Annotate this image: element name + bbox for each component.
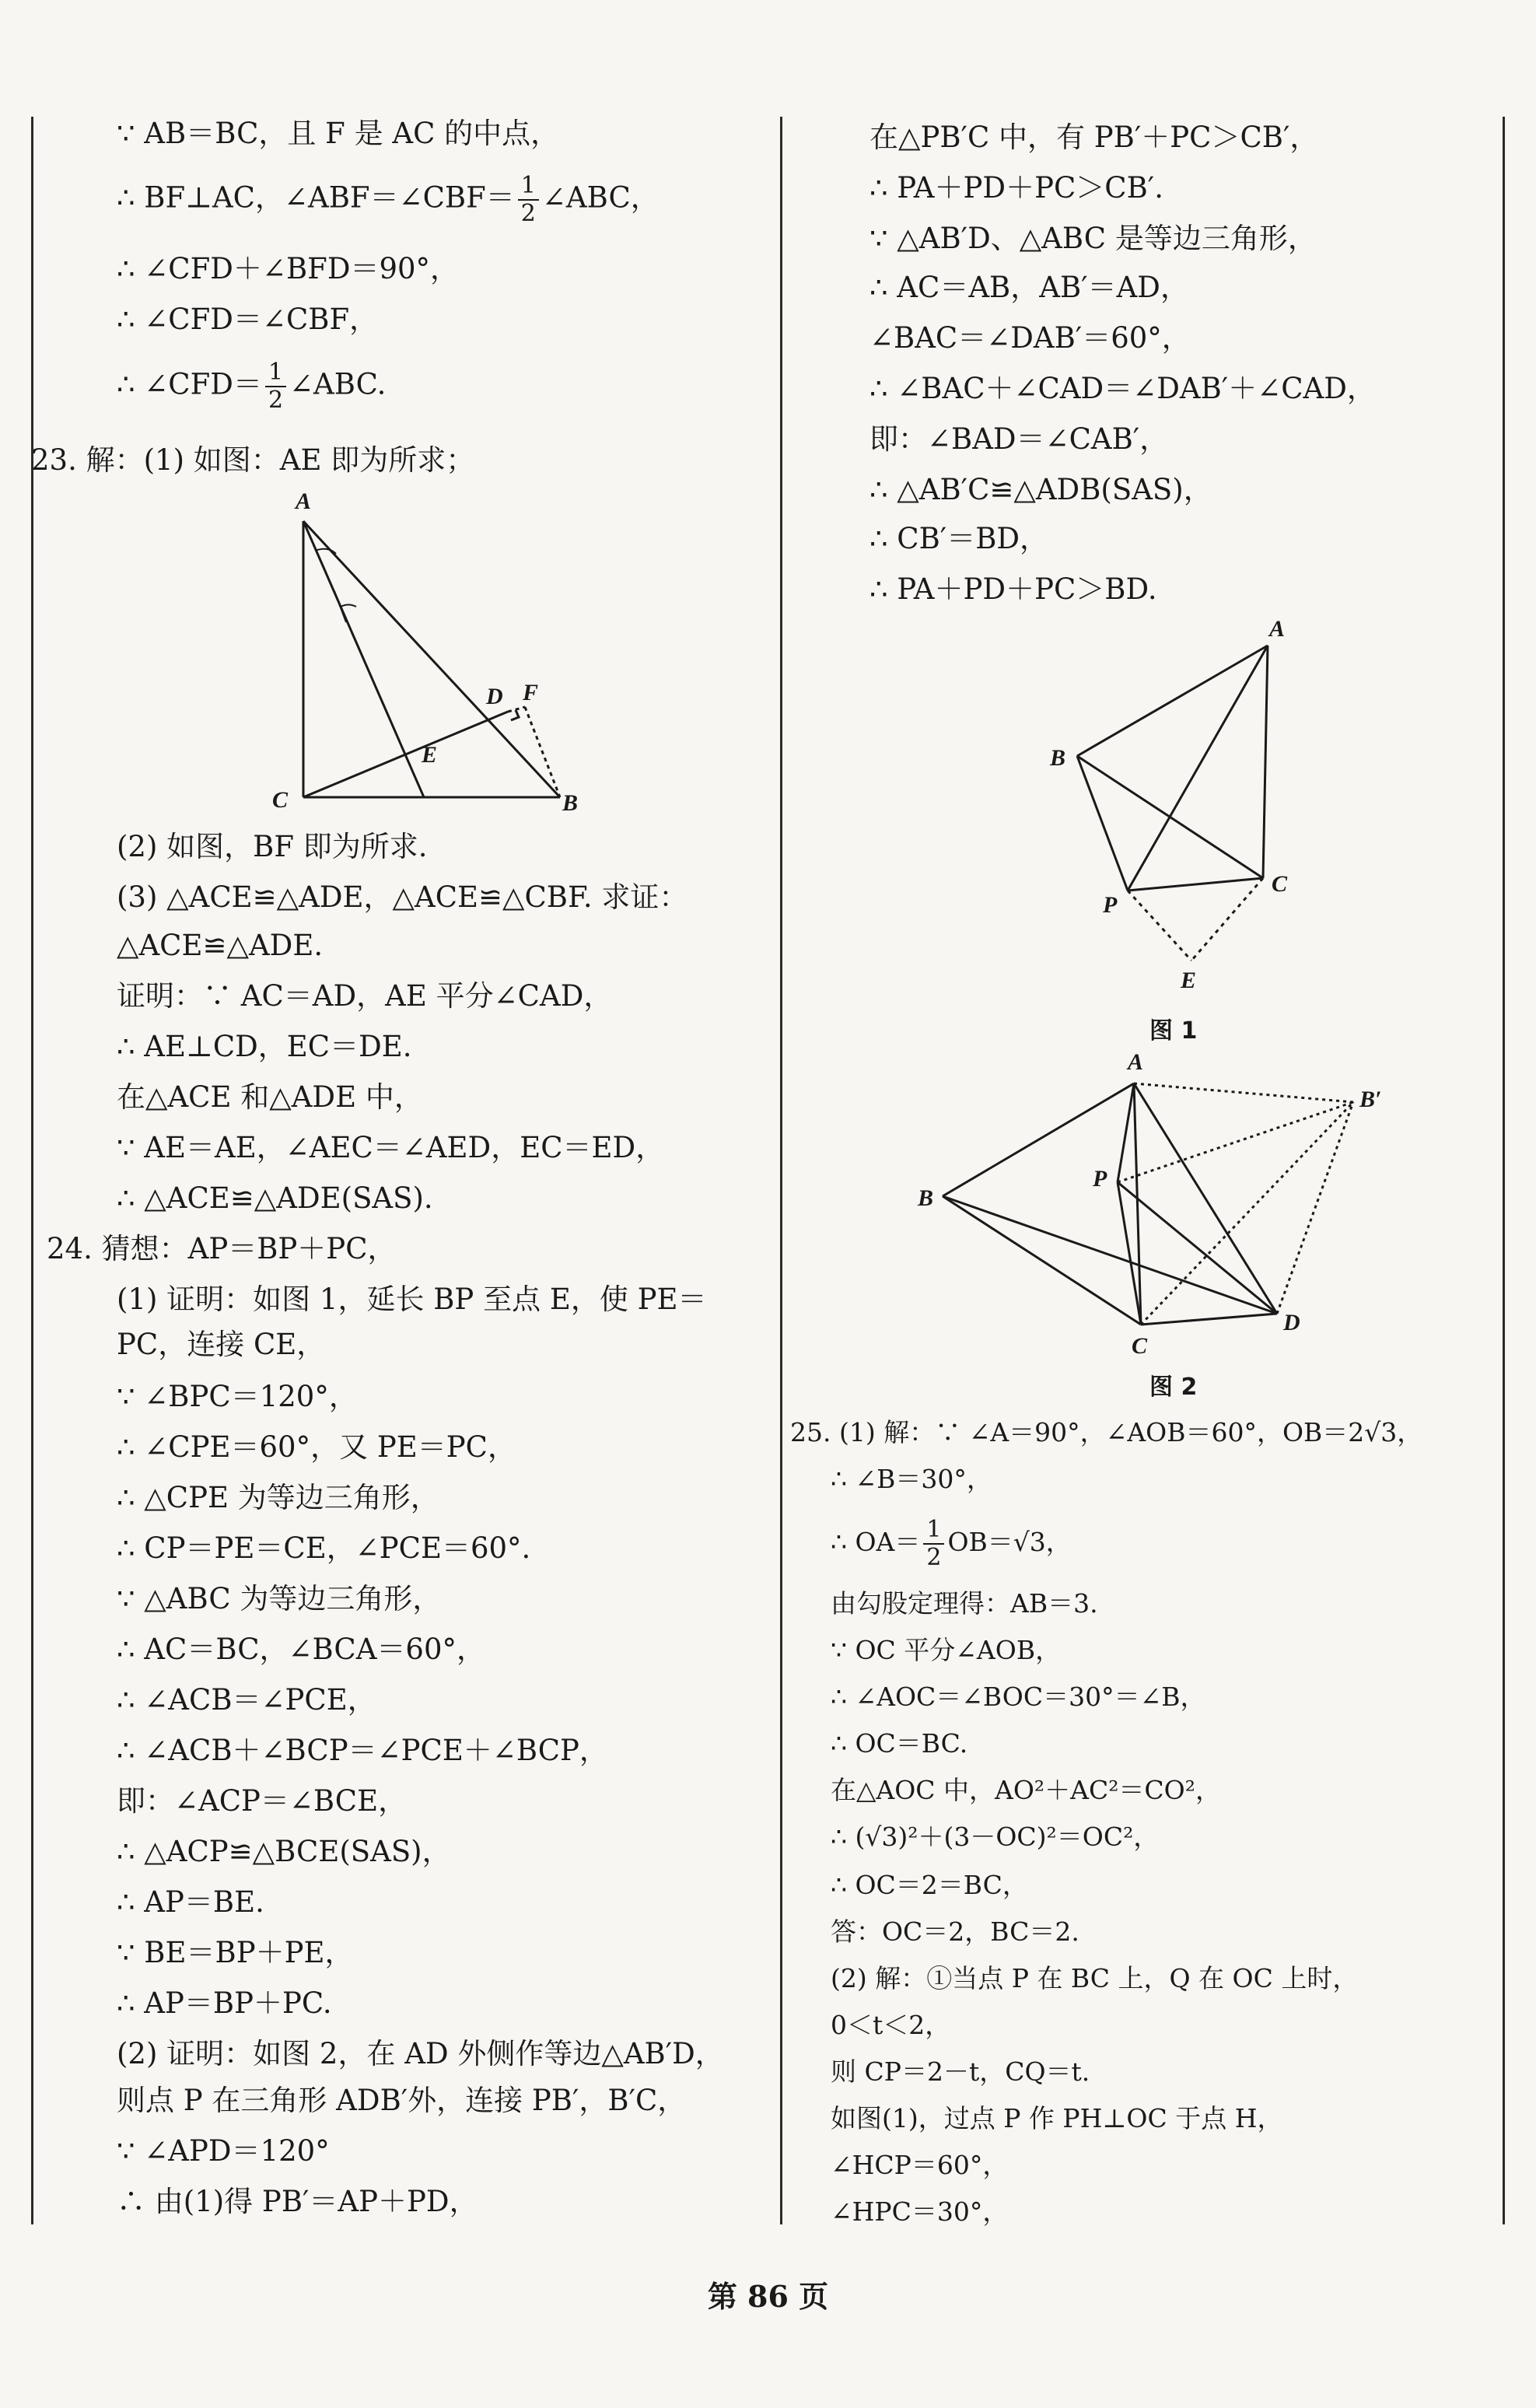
text-line: ∴ △CPE 为等边三角形， — [117, 1481, 439, 1514]
fraction: $\frac{1}{2}$ — [923, 1517, 944, 1571]
text-line: ∴ ∠BAC＋∠CAD＝∠DAB′＋∠CAD， — [869, 372, 1376, 405]
text-line: 即：∠ACP＝∠BCE， — [117, 1784, 408, 1818]
text-line: ∵ ∠APD＝120° — [117, 2134, 330, 2168]
fig-label: B — [918, 1185, 934, 1211]
fig-label: E — [422, 742, 438, 768]
fraction-suffix: ∠ABC， — [541, 180, 660, 215]
fig-label: P — [1093, 1166, 1107, 1192]
fig-label: D — [1283, 1310, 1300, 1335]
text-line: ∴ △ACE≌△ADE(SAS). — [117, 1181, 433, 1215]
fig-label: A — [1128, 1049, 1144, 1075]
fig-label: F — [523, 680, 539, 705]
text-line: ∴ △AB′C≌△ADB(SAS)， — [869, 473, 1212, 506]
fraction-suffix: ∠ABC. — [289, 367, 387, 401]
text-line: ∠HPC＝30°， — [831, 2196, 1009, 2227]
text-line: ∴ ∠AOC＝∠BOC＝30°＝∠B， — [831, 1682, 1206, 1712]
text-line: ∴ ∠CFD＝∠CBF， — [117, 303, 379, 336]
text-line: ∵ AB＝BC，且 F 是 AC 的中点， — [117, 117, 560, 150]
text-line: (1) 证明：如图 1，延长 BP 至点 E，使 PE＝ — [117, 1283, 707, 1316]
text-line: 则点 P 在三角形 ADB′外，连接 PB′，B′C， — [117, 2084, 687, 2117]
text-line: (2) 解：①当点 P 在 BC 上，Q 在 OC 上时， — [831, 1963, 1359, 1993]
text-line: 如图(1)，过点 P 作 PH⊥OC 于点 H， — [831, 2103, 1283, 2133]
text-line: ∴ AP＝BE. — [117, 1885, 264, 1919]
fig-label: D — [486, 684, 503, 709]
text-line: ∵ ∠BPC＝120°， — [117, 1380, 358, 1413]
text-line: ∴ OC＝BC. — [831, 1728, 968, 1759]
text-line: 在△AOC 中，AO²＋AC²＝CO²， — [831, 1775, 1221, 1805]
text-line: 证明：∵ AC＝AD，AE 平分∠CAD， — [117, 979, 613, 1013]
text-line: 即：∠BAD＝∠CAB′， — [869, 422, 1169, 456]
text-line: ∵ OC 平分∠AOB， — [831, 1635, 1062, 1665]
fraction-prefix: ∴ OA＝ — [831, 1527, 921, 1557]
figure-1-caption: 图 1 — [1149, 1017, 1198, 1045]
text-line: ∴ ∠CPE＝60°，又 PE＝PC， — [117, 1430, 516, 1464]
text-line: ∴ ∠B＝30°， — [831, 1464, 992, 1494]
fraction-prefix: ∴ ∠CFD＝ — [117, 367, 262, 401]
text-line: (3) △ACE≌△ADE，△ACE≌△CBF. 求证： — [117, 880, 688, 914]
fig-label: B — [1050, 745, 1066, 771]
fraction: $\frac{1}{2}$ — [518, 173, 539, 227]
text-line: ∠BAC＝∠DAB′＝60°， — [869, 321, 1191, 355]
fig-label: C — [1272, 871, 1288, 897]
text-line: ∴ ∠ACB＋∠BCP＝∠PCE＋∠BCP， — [117, 1734, 608, 1767]
text-line: (2) 证明：如图 2，在 AD 外侧作等边△AB′D， — [117, 2037, 724, 2070]
fraction: $\frac{1}{2}$ — [265, 359, 286, 414]
left-column — [0, 0, 778, 2256]
text-line: ∴ (√3)²＋(3－OC)²＝OC²， — [831, 1822, 1160, 1852]
text-line-fraction — [117, 173, 660, 227]
text-line: ∴ AC＝AB，AB′＝AD， — [869, 271, 1189, 304]
text-line: ∵ AE＝AE，∠AEC＝∠AED，EC＝ED， — [117, 1131, 665, 1164]
text-line: ∴ OC＝2＝BC， — [831, 1870, 1028, 1900]
fig-label: B — [562, 790, 579, 816]
text-line: ∴ △ACP≌△BCE(SAS)， — [117, 1835, 451, 1868]
text-line: ∴ PA＋PD＋PC＞CB′. — [869, 171, 1163, 205]
text-line: ∴ AE⊥CD，EC＝DE. — [117, 1030, 412, 1063]
text-line: ∴ CB′＝BD， — [869, 522, 1049, 555]
fig-label: E — [1181, 968, 1197, 993]
fig-label: A — [296, 490, 312, 514]
fig-label: C — [1132, 1333, 1148, 1359]
text-line: △ACE≌△ADE. — [117, 929, 324, 962]
text-line: 在△ACE 和△ADE 中， — [117, 1080, 423, 1114]
text-line: PC，连接 CE， — [117, 1328, 326, 1361]
text-line: ∵ △ABC 为等边三角形， — [117, 1582, 442, 1615]
text-line: 0＜t＜2， — [831, 2010, 951, 2040]
text-line: ∴ ∠CFD＋∠BFD＝90°， — [117, 252, 460, 285]
text-line: 由勾股定理得：AB＝3. — [831, 1588, 1098, 1619]
fraction-suffix: OB＝√3， — [947, 1527, 1072, 1557]
question-24: 24. 猜想：AP＝BP＋PC， — [47, 1232, 397, 1265]
text-line: ∴ ∠ACB＝∠PCE， — [117, 1683, 376, 1717]
fraction-prefix: ∴ BF⊥AC，∠ABF＝∠CBF＝ — [117, 180, 515, 215]
figure-1 — [1034, 614, 1322, 1011]
figure-q23 — [257, 490, 607, 824]
figure-2 — [902, 1046, 1447, 1365]
text-line: ∴ 由(1)得 PB′＝AP＋PD， — [117, 2185, 478, 2218]
question-23: 23. 解：(1) 如图：AE 即为所求； — [31, 443, 475, 477]
text-line-fraction — [117, 359, 386, 414]
right-column — [778, 0, 1536, 2256]
text-line: ∴ CP＝PE＝CE，∠PCE＝60°. — [117, 1531, 531, 1565]
figure-2-caption: 图 2 — [1149, 1374, 1198, 1401]
text-line: 在△PB′C 中，有 PB′＋PC＞CB′， — [869, 121, 1319, 154]
text-line: ∵ BE＝BP＋PE， — [117, 1936, 354, 1969]
text-line: ∴ AP＝BP＋PC. — [117, 1986, 332, 2020]
text-line: ∴ PA＋PD＋PC＞BD. — [869, 572, 1157, 606]
fig-label: P — [1103, 892, 1118, 918]
page-number: 第 86 页 — [707, 2279, 829, 2314]
question-25: 25. (1) 解：∵ ∠A＝90°，∠AOB＝60°，OB＝2√3， — [790, 1417, 1423, 1447]
text-line: ∵ △AB′D、△ABC 是等边三角形， — [869, 222, 1317, 255]
text-line-fraction — [831, 1517, 1072, 1571]
text-line: (2) 如图，BF 即为所求. — [117, 830, 428, 863]
text-line: ∠HCP＝60°， — [831, 2150, 1009, 2180]
fig-label: B′ — [1359, 1087, 1382, 1112]
text-line: 答：OC＝2，BC＝2. — [831, 1916, 1079, 1947]
text-line: 则 CP＝2－t，CQ＝t. — [831, 2056, 1090, 2087]
fig-label: C — [272, 787, 289, 813]
fig-label: A — [1269, 616, 1286, 642]
text-line: ∴ AC＝BC，∠BCA＝60°， — [117, 1633, 486, 1666]
